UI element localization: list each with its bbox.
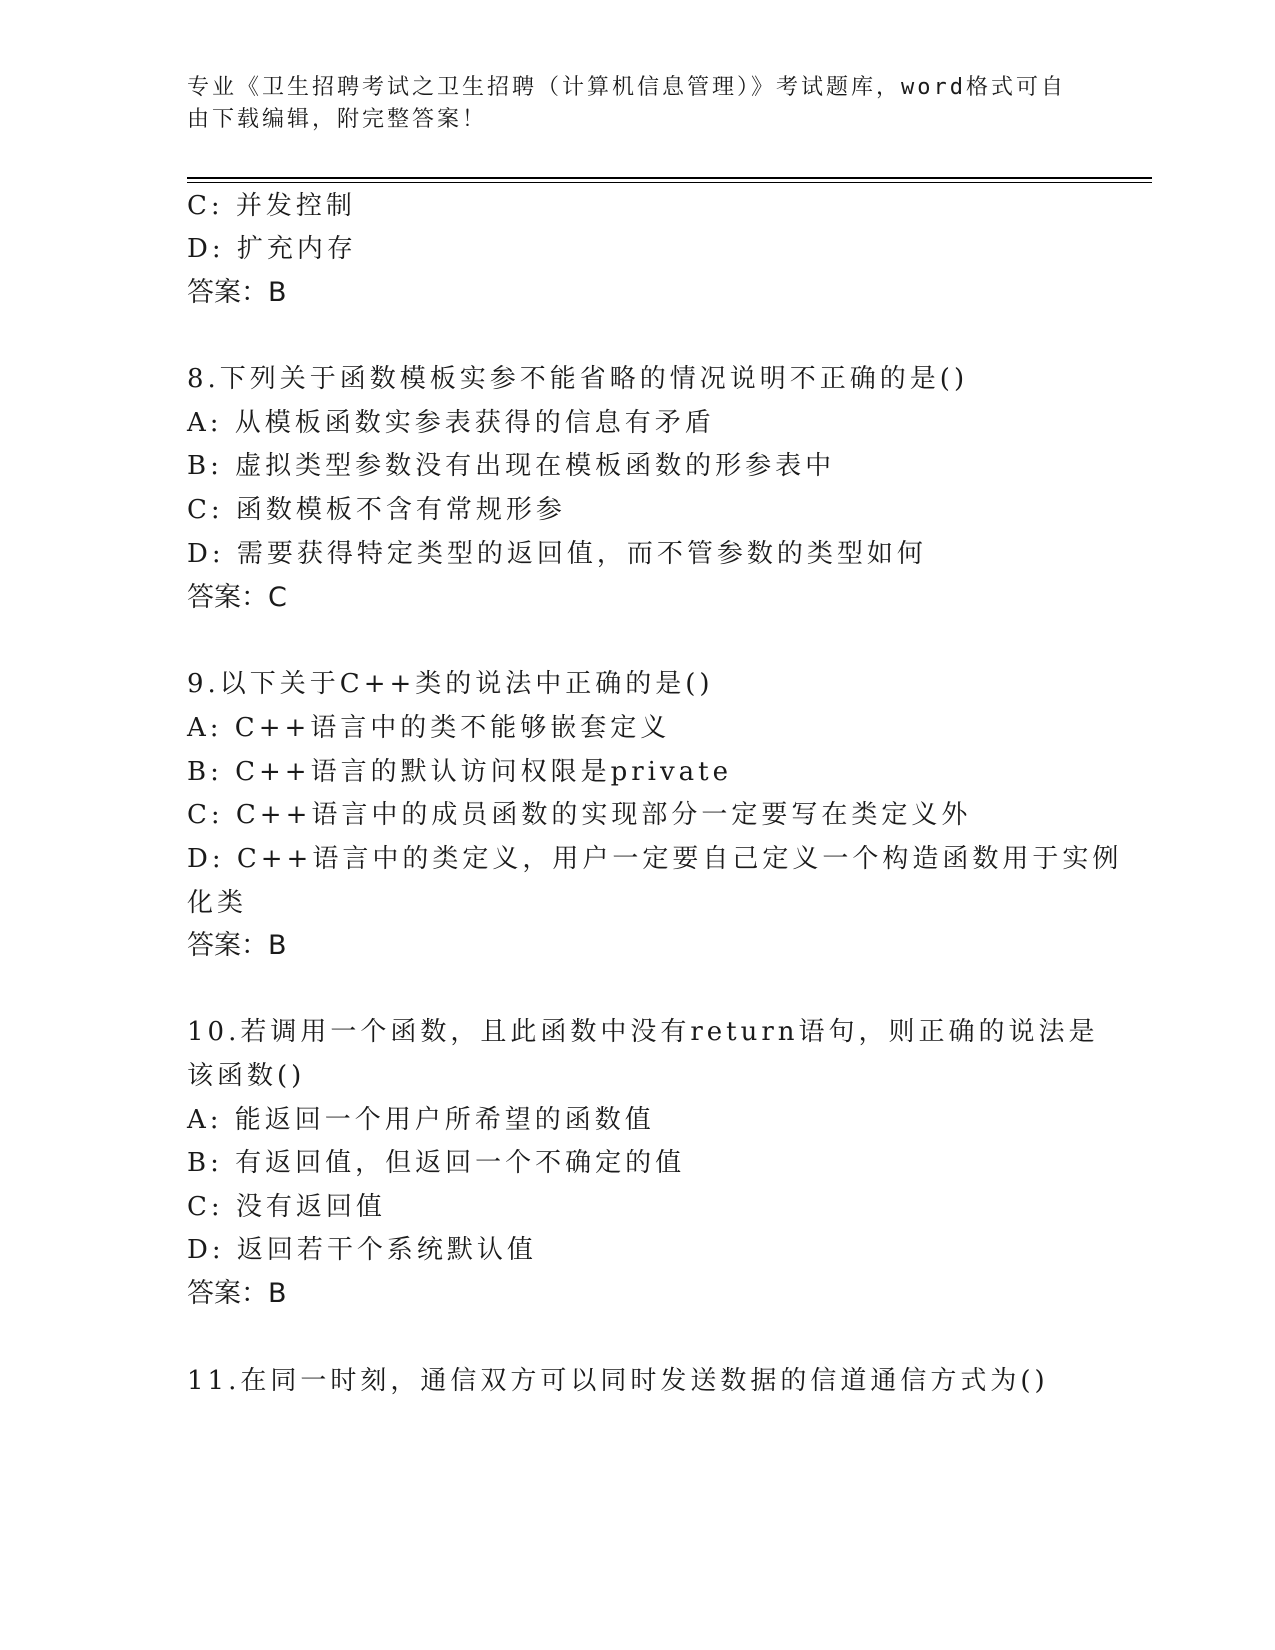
q8-option-a: A: 从模板函数实参表获得的信息有矛盾 (187, 408, 715, 438)
prev-option-d: D: 扩充内存 (187, 234, 357, 264)
q10-stem: 10.若调用一个函数，且此函数中没有return语句，则正确的说法是 (187, 1017, 1099, 1047)
q9-option-d-continued: 化类 (187, 888, 248, 918)
header-divider-thin (187, 182, 1152, 183)
prev-option-c: C: 并发控制 (187, 191, 356, 221)
q10-answer: 答案：B (187, 1278, 287, 1309)
q9-option-a: A: C++语言中的类不能够嵌套定义 (187, 713, 671, 743)
q10-option-c: C: 没有返回值 (187, 1192, 386, 1222)
q9-option-c: C: C++语言中的成员函数的实现部分一定要写在类定义外 (187, 800, 972, 830)
prev-answer: 答案：B (187, 277, 287, 308)
q10-option-a: A: 能返回一个用户所希望的函数值 (187, 1105, 655, 1135)
q8-stem: 8.下列关于函数模板实参不能省略的情况说明不正确的是() (187, 364, 969, 394)
q9-option-d: D: C++语言中的类定义，用户一定要自己定义一个构造函数用于实例 (187, 844, 1123, 874)
q9-answer: 答案：B (187, 930, 287, 961)
q8-option-d: D: 需要获得特定类型的返回值，而不管参数的类型如何 (187, 539, 927, 569)
q10-option-d: D: 返回若干个系统默认值 (187, 1235, 537, 1265)
q8-answer: 答案：C (187, 582, 287, 613)
q10-option-b: B: 有返回值，但返回一个不确定的值 (187, 1148, 686, 1178)
q8-option-c: C: 函数模板不含有常规形参 (187, 495, 566, 525)
q9-option-b: B: C++语言的默认访问权限是private (187, 757, 733, 787)
header-divider-thick (187, 177, 1152, 179)
header-line-1: 专业《卫生招聘考试之卫生招聘（计算机信息管理）》考试题库，word格式可自 (187, 75, 1066, 100)
q9-stem: 9.以下关于C++类的说法中正确的是() (187, 669, 714, 699)
q11-stem: 11.在同一时刻，通信双方可以同时发送数据的信道通信方式为() (187, 1366, 1049, 1396)
document-header (187, 72, 1087, 136)
header-line-2: 由下载编辑，附完整答案！ (187, 107, 488, 132)
q8-option-b: B: 虚拟类型参数没有出现在模板函数的形参表中 (187, 451, 836, 481)
q10-stem-continued: 该函数() (187, 1061, 306, 1091)
